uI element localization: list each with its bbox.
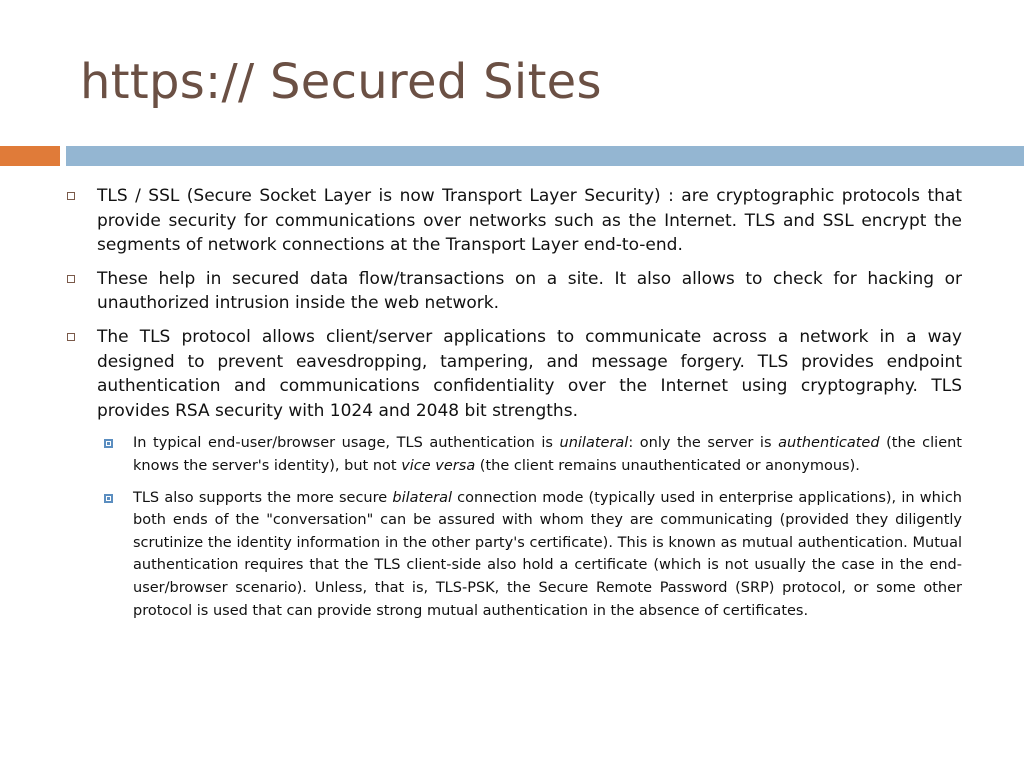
square-bullet-icon <box>67 275 75 283</box>
sub-bullet-text: In typical end-user/browser usage, TLS authentication is <box>133 435 560 452</box>
sub-bullet-text: connection mode (typically used in enterprise applications), in which both ends of the "conversation" can be assured with whom they are communicating (provided they diligently scrutinize the identity information in the other party's certificate). This is known as mutual authentication. Mutual authentication requires that the TLS client-side also hold a certificate (which is not usually the case in the end-user/browser scenario). Unless, that is, TLS-PSK, the Secure Remote Password (SRP) protocol, or some other protocol is used that can provide strong mutual authentication in the absence of certificates. <box>133 489 962 619</box>
emphasis-text: vice versa <box>401 457 476 474</box>
title-accent-blue-bar <box>66 146 1024 166</box>
sub-bullet-text: : only the server is <box>628 435 779 452</box>
sub-bullet-item <box>60 487 962 623</box>
filled-square-bullet-icon <box>104 494 113 503</box>
bullet-text: The TLS protocol allows client/server applications to communicate across a network in a way designed to prevent eavesdropping, tampering, and message forgery. TLS provides endpoint authentication and communications confidentiality over the Internet using cryptography. TLS provides RSA security with 1024 and 2048 bit strengths. <box>97 326 962 421</box>
sub-bullet-text: TLS also supports the more secure <box>133 489 393 506</box>
slide-title: https:// Secured Sites <box>80 54 602 110</box>
sub-bullet-item <box>60 432 962 477</box>
slide-body <box>60 184 962 631</box>
bullet-item <box>60 325 962 423</box>
title-accent-orange-bar <box>0 146 60 166</box>
emphasis-text: unilateral <box>559 435 629 452</box>
emphasis-text: bilateral <box>392 489 452 506</box>
bullet-text: TLS / SSL (Secure Socket Layer is now Transport Layer Security) : are cryptographic protocols that provide security for communications over networks such as the Internet. TLS and SSL encrypt the segments of network connections at the Transport Layer end-to-end. <box>97 186 962 256</box>
sub-bullet-text: (the client knows the server's identity), but not <box>133 435 962 474</box>
bullet-item <box>60 267 962 316</box>
square-bullet-icon <box>67 192 75 200</box>
square-bullet-icon <box>67 333 75 341</box>
filled-square-bullet-icon <box>104 439 113 448</box>
emphasis-text: authenticated <box>778 435 880 452</box>
bullet-text: These help in secured data flow/transactions on a site. It also allows to check for hacking or unauthorized intrusion inside the web network. <box>97 268 962 314</box>
sub-bullet-text: (the client remains unauthenticated or anonymous). <box>475 457 860 474</box>
bullet-item <box>60 184 962 258</box>
